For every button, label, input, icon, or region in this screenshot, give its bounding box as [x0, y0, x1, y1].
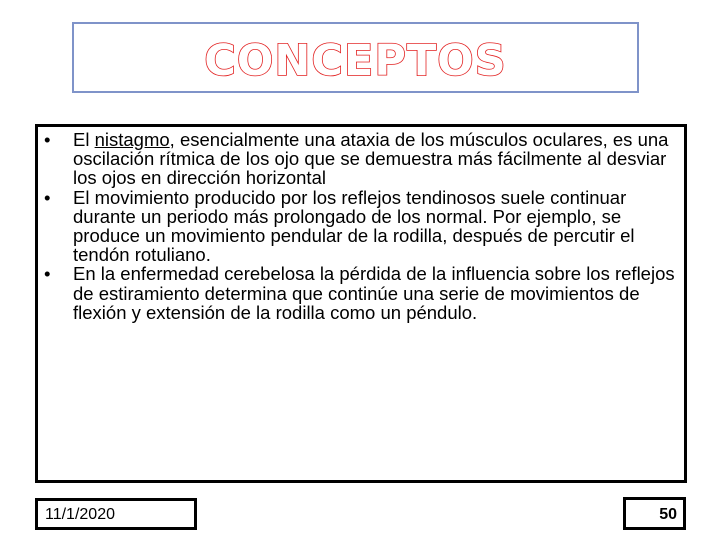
bullet-text: En la enfermedad cerebelosa la pérdida de la influencia sobre los reflejos de estiramiento determina que continúe una serie de movimientos de flexión y extensión de la rodilla como un péndulo.: [73, 263, 675, 323]
bullet-marker: •: [44, 129, 51, 150]
page-number-frame: [623, 497, 686, 530]
content-frame: [35, 124, 687, 483]
page-number: 50: [659, 506, 677, 523]
bullet-item-3: [38, 264, 684, 322]
title-frame: [72, 22, 639, 93]
bullet-marker: •: [44, 263, 51, 285]
bullet-list: [38, 130, 684, 322]
slide-title: CONCEPTOS: [204, 36, 507, 86]
bullet-text: El movimiento producido por los reflejos tendinosos suele continuar durante un periodo más prolongado de los normal. Por ejemplo, se produce un movimiento pendular de la rodilla, después de percutir el tendón rotuliano.: [73, 186, 635, 266]
bullet-item-1: [38, 130, 684, 188]
bullet-marker: •: [44, 186, 51, 208]
bullet-text-prefix: El: [73, 129, 95, 150]
date-frame: [35, 498, 197, 530]
bullet-item-2: [38, 188, 684, 265]
bullet-text-rest: , esencialmente una ataxia de los músculos oculares, es una oscilación rítmica de los ojo que se demuestra más fácilmente al desviar los ojos en dirección horizontal: [73, 129, 669, 189]
nistagmo-link[interactable]: nistagmo: [94, 129, 170, 150]
slide-date: 11/1/2020: [45, 506, 115, 523]
